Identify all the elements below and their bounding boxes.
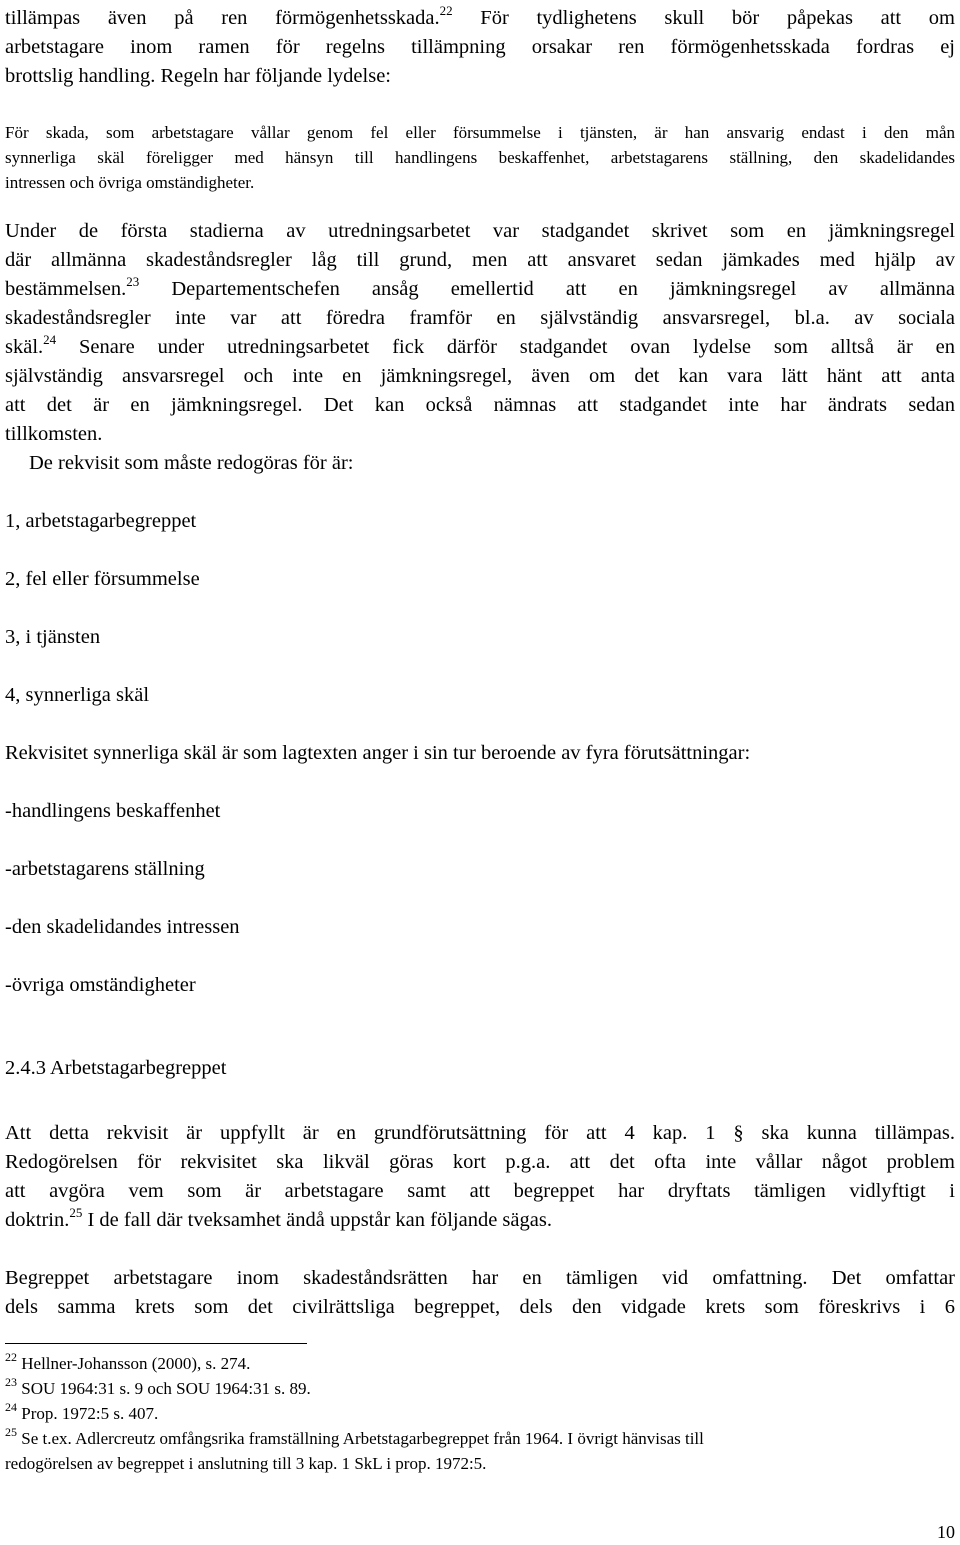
- footnote: $^{25}$ Se t.ex. Adlercreutz omfångsrika framställning Arbetstagarbegreppet från 1964. I övrigt hänvisas till: [5, 1425, 704, 1448]
- text-line: att det är en jämkningsregel. Det kan också nämnas att stadgandet inte har ändrats sedan: [5, 394, 955, 416]
- footnote-ref[interactable]: 25: [69, 1205, 83, 1221]
- footnote-ref[interactable]: 23: [126, 274, 140, 290]
- quote-line: För skada, som arbetstagare vållar genom fel eller försummelse i tjänsten, är han ansvarig endast i den mån: [5, 123, 955, 142]
- condition-item: -arbetstagarens ställning: [5, 858, 205, 880]
- text-line: tillkomsten.: [5, 423, 103, 445]
- page-number: 10: [937, 1522, 955, 1542]
- text-line: självständig ansvarsregel och inte en jämkningsregel, även om det kan vara lätt hänt att anta: [5, 365, 955, 387]
- paragraph-employee-concept: [5, 1119, 955, 1235]
- paragraph-history: [5, 217, 955, 478]
- text-line: doktrin.$^{25}$ I de fall där tveksamhet ändå uppstår kan följande sägas.: [5, 1205, 552, 1231]
- section-heading: 2.4.3 Arbetstagarbegreppet: [5, 1057, 227, 1079]
- text-line: arbetstagare inom ramen för regelns tillämpning orsakar ren förmögenhetsskada fordras ej: [5, 36, 955, 58]
- text-line: tillämpas även på ren förmögenhetsskada.$^{22}$ För tydlighetens skull bör påpekas att om: [5, 3, 955, 29]
- requisite-item: 2, fel eller försummelse: [5, 568, 200, 590]
- footnote-number: 24: [5, 1400, 17, 1415]
- text-line: Redogörelsen för rekvisitet ska likväl göras kort p.g.a. att det ofta inte vållar något problem: [5, 1151, 955, 1173]
- text-line: skadeståndsregler inte var att föredra framför en självständig ansvarsregel, bl.a. av sociala: [5, 307, 955, 329]
- quote-line: intressen och övriga omständigheter.: [5, 173, 255, 192]
- condition-item: -övriga omständigheter: [5, 974, 196, 996]
- text-line: De rekvisit som måste redogöras för är:: [29, 452, 354, 474]
- text-line: dels samma krets som det civilrättsliga begreppet, dels den vidgade krets som föreskrivs i 6: [5, 1296, 955, 1318]
- text-line: skäl.$^{24}$ Senare under utredningsarbetet fick därför stadgandet ovan lydelse som alltså är en: [5, 332, 955, 358]
- footnote-number: 22: [5, 1350, 17, 1365]
- paragraph-intro: [5, 4, 955, 91]
- text-line: där allmänna skadeståndsregler låg till grund, men att ansvaret sedan jämkades med hjälp av: [5, 249, 955, 271]
- footnote-number: 25: [5, 1425, 17, 1440]
- text-line: brottslig handling. Regeln har följande lydelse:: [5, 65, 391, 87]
- requisite-item: 1, arbetstagarbegreppet: [5, 510, 197, 532]
- footnote-separator: [5, 1343, 307, 1344]
- footnote-continuation: redogörelsen av begreppet i anslutning till 3 kap. 1 SkL i prop. 1972:5.: [5, 1454, 487, 1473]
- footnote: $^{24}$ Prop. 1972:5 s. 407.: [5, 1400, 159, 1423]
- quote-line: synnerliga skäl föreligger med hänsyn till handlingens beskaffenhet, arbetstagarens ställning, den skadelidandes: [5, 148, 955, 167]
- footnote: $^{23}$ SOU 1964:31 s. 9 och SOU 1964:31 s. 89.: [5, 1375, 311, 1398]
- paragraph-conditions-intro: Rekvisitet synnerliga skäl är som lagtexten anger i sin tur beroende av fyra förutsättningar:: [5, 742, 751, 764]
- text-line: bestämmelsen.$^{23}$ Departementschefen ansåg emellertid att en jämkningsregel av allmänna: [5, 274, 955, 300]
- footnote-ref[interactable]: 22: [439, 3, 453, 19]
- footnote: $^{22}$ Hellner-Johansson (2000), s. 274.: [5, 1350, 251, 1373]
- text-line: Begreppet arbetstagare inom skadeståndsrätten har en tämligen vid omfattning. Det omfattar: [5, 1267, 955, 1289]
- text-line: Att detta rekvisit är uppfyllt är en grundförutsättning för att 4 kap. 1 § ska kunna tillämpas.: [5, 1122, 955, 1144]
- text-line: Under de första stadierna av utredningsarbetet var stadgandet skrivet som en jämkningsregel: [5, 220, 955, 242]
- footnote-number: 23: [5, 1375, 17, 1390]
- law-quote: [5, 120, 955, 195]
- condition-item: -handlingens beskaffenhet: [5, 800, 221, 822]
- condition-item: -den skadelidandes intressen: [5, 916, 240, 938]
- requisite-item: 4, synnerliga skäl: [5, 684, 150, 706]
- footnote-ref[interactable]: 24: [43, 332, 57, 348]
- requisite-item: 3, i tjänsten: [5, 626, 101, 648]
- text-line: att avgöra vem som är arbetstagare samt att begreppet har dryftats tämligen vidlyftigt i: [5, 1180, 955, 1202]
- paragraph-scope: [5, 1264, 955, 1322]
